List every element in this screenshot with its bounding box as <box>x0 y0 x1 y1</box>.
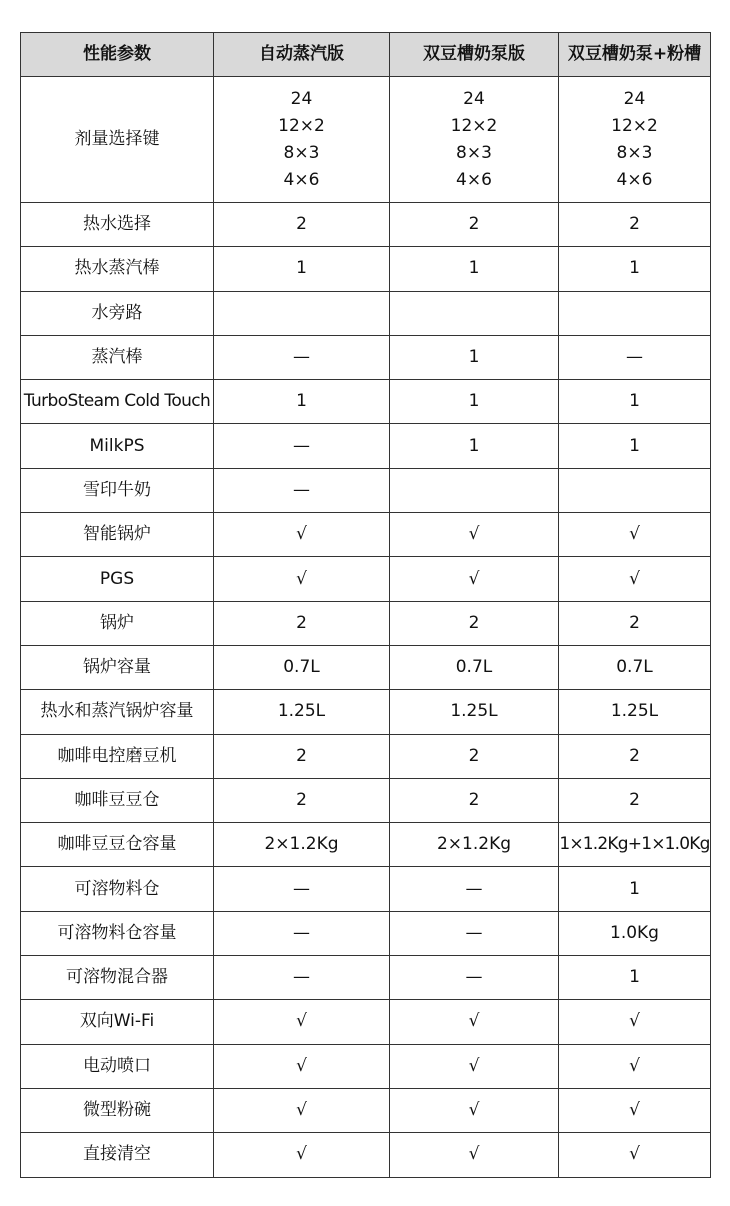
table-cell: 1 <box>214 247 390 291</box>
row-label: 电动喷口 <box>21 1044 214 1088</box>
table-cell: 0.7L <box>559 645 711 689</box>
row-label: 热水和蒸汽锅炉容量 <box>21 690 214 734</box>
dose-option: 4×6 <box>283 169 320 190</box>
header-row <box>21 33 711 77</box>
table-row <box>21 601 711 645</box>
table-cell <box>390 77 559 203</box>
spec-table <box>20 32 711 1178</box>
row-label: 锅炉 <box>21 601 214 645</box>
row-label: 智能锅炉 <box>21 513 214 557</box>
row-label: 可溶物料仓 <box>21 867 214 911</box>
table-cell: √ <box>559 557 711 601</box>
table-cell: √ <box>559 513 711 557</box>
dose-option: 8×3 <box>456 142 492 163</box>
table-cell: — <box>214 468 390 512</box>
row-label: 直接清空 <box>21 1133 214 1177</box>
table-cell: 1 <box>559 956 711 1000</box>
dose-option: 24 <box>463 88 485 109</box>
table-row <box>21 778 711 822</box>
table-cell: 2 <box>214 203 390 247</box>
table-cell: 2 <box>390 734 559 778</box>
table-cell: 2 <box>390 203 559 247</box>
table-cell: 1.25L <box>559 690 711 734</box>
table-row <box>21 1044 711 1088</box>
table-cell: √ <box>390 1044 559 1088</box>
table-cell: 1 <box>559 247 711 291</box>
row-label: 雪印牛奶 <box>21 468 214 512</box>
dose-option: 4×6 <box>456 169 492 190</box>
table-row <box>21 291 711 335</box>
table-cell: — <box>390 911 559 955</box>
table-row <box>21 645 711 689</box>
table-row <box>21 335 711 379</box>
row-label: 热水蒸汽棒 <box>21 247 214 291</box>
dose-option: 24 <box>623 88 646 109</box>
table-cell: 2 <box>559 203 711 247</box>
table-row <box>21 203 711 247</box>
table-cell <box>214 77 390 203</box>
row-label: 锅炉容量 <box>21 645 214 689</box>
table-cell: 2 <box>559 778 711 822</box>
table-cell: √ <box>559 1133 711 1177</box>
table-row <box>21 468 711 512</box>
dose-option: 8×3 <box>616 142 653 163</box>
row-label: TurboSteam Cold Touch <box>21 380 214 424</box>
table-cell <box>390 468 559 512</box>
table-cell: — <box>214 911 390 955</box>
table-row <box>21 956 711 1000</box>
table-cell: √ <box>214 1133 390 1177</box>
table-cell: √ <box>214 557 390 601</box>
dose-option: 12×2 <box>611 115 658 136</box>
table-cell: 1 <box>559 424 711 468</box>
table-cell: 1.25L <box>214 690 390 734</box>
table-cell: 2×1.2Kg <box>390 823 559 867</box>
table-cell: 0.7L <box>390 645 559 689</box>
table-cell: √ <box>390 1133 559 1177</box>
row-label: 剂量选择键 <box>21 77 214 203</box>
table-row <box>21 380 711 424</box>
dose-option: 24 <box>290 88 313 109</box>
header-cell: 性能参数 <box>21 33 214 77</box>
table-row <box>21 557 711 601</box>
table-cell: 1 <box>214 380 390 424</box>
table-cell: √ <box>390 1000 559 1044</box>
table-cell: 1×1.2Kg+1×1.0Kg <box>559 823 711 867</box>
row-label: 微型粉碗 <box>21 1088 214 1132</box>
table-cell <box>214 291 390 335</box>
table-cell <box>559 468 711 512</box>
table-cell: 1 <box>559 867 711 911</box>
table-cell: 1.25L <box>390 690 559 734</box>
table-row <box>21 1133 711 1177</box>
table-row <box>21 513 711 557</box>
table-row <box>21 690 711 734</box>
table-cell: 1.0Kg <box>559 911 711 955</box>
table-cell: √ <box>559 1044 711 1088</box>
dose-option: 12×2 <box>450 115 498 136</box>
table-cell: √ <box>390 1088 559 1132</box>
row-label: PGS <box>21 557 214 601</box>
row-label: 热水选择 <box>21 203 214 247</box>
table-cell: 1 <box>390 424 559 468</box>
table-cell: — <box>390 867 559 911</box>
dose-option: 4×6 <box>616 169 653 190</box>
table-row <box>21 1000 711 1044</box>
table-row <box>21 734 711 778</box>
row-label: 蒸汽棒 <box>21 335 214 379</box>
table-cell: 1 <box>390 380 559 424</box>
table-cell: 2 <box>214 734 390 778</box>
table-cell: 2 <box>559 734 711 778</box>
dose-option: 12×2 <box>278 115 325 136</box>
table-row <box>21 247 711 291</box>
table-row <box>21 823 711 867</box>
header-cell: 双豆槽奶泵+粉槽 <box>559 33 711 77</box>
table-row <box>21 1088 711 1132</box>
table-cell <box>559 77 711 203</box>
table-cell: √ <box>390 557 559 601</box>
table-cell: √ <box>390 513 559 557</box>
table-cell: √ <box>214 1044 390 1088</box>
table-cell: — <box>214 335 390 379</box>
table-cell <box>559 291 711 335</box>
table-row <box>21 867 711 911</box>
row-label: 双向Wi-Fi <box>21 1000 214 1044</box>
table-cell: — <box>214 956 390 1000</box>
header-cell: 自动蒸汽版 <box>214 33 390 77</box>
table-row <box>21 424 711 468</box>
table-cell: 1 <box>390 335 559 379</box>
table-cell: 2 <box>214 778 390 822</box>
table-cell: 1 <box>559 380 711 424</box>
table-cell: — <box>559 335 711 379</box>
dose-option: 8×3 <box>283 142 320 163</box>
row-label: 咖啡电控磨豆机 <box>21 734 214 778</box>
table-cell: √ <box>214 513 390 557</box>
table-cell: 0.7L <box>214 645 390 689</box>
row-label: 可溶物料仓容量 <box>21 911 214 955</box>
table-cell: √ <box>214 1000 390 1044</box>
table-cell: — <box>214 867 390 911</box>
row-label: MilkPS <box>21 424 214 468</box>
table-cell: √ <box>559 1000 711 1044</box>
table-cell: 2×1.2Kg <box>214 823 390 867</box>
table-cell: √ <box>214 1088 390 1132</box>
table-cell: — <box>214 424 390 468</box>
table-cell: 1 <box>390 247 559 291</box>
row-label: 可溶物混合器 <box>21 956 214 1000</box>
table-cell: 2 <box>559 601 711 645</box>
row-label: 咖啡豆豆仓 <box>21 778 214 822</box>
table-cell <box>390 291 559 335</box>
table-cell: 2 <box>390 778 559 822</box>
table-cell: — <box>390 956 559 1000</box>
header-cell: 双豆槽奶泵版 <box>390 33 559 77</box>
table-cell: 2 <box>390 601 559 645</box>
table-cell: √ <box>559 1088 711 1132</box>
table-row <box>21 77 711 203</box>
table-row <box>21 911 711 955</box>
row-label: 水旁路 <box>21 291 214 335</box>
table-cell: 2 <box>214 601 390 645</box>
row-label: 咖啡豆豆仓容量 <box>21 823 214 867</box>
